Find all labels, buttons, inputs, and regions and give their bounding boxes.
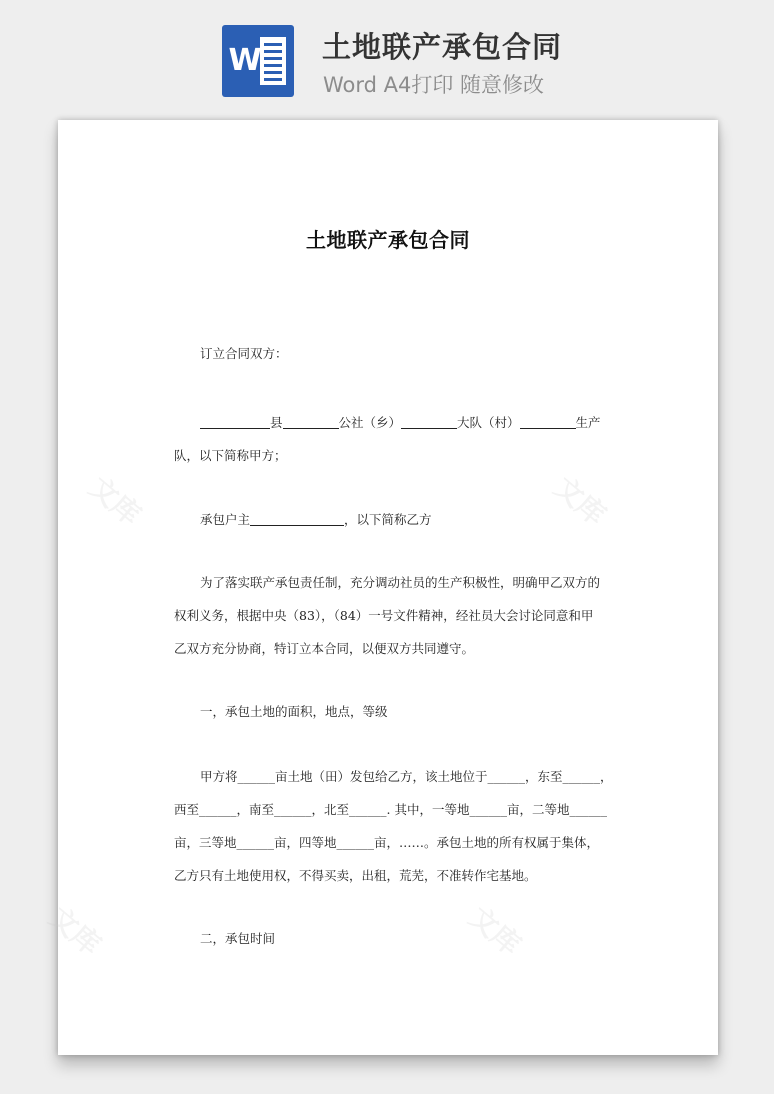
text-span: ，以下简称乙方 — [344, 512, 432, 527]
paragraph-purpose — [174, 566, 604, 665]
watermark: 文库 — [82, 470, 148, 532]
text-line: 二，承包时间 — [200, 931, 276, 946]
text-line: 亩，三等地______亩，四等地______亩，……。承包土地的所有权属于集体， — [174, 835, 600, 850]
text-span: 生产 — [575, 415, 601, 430]
banner-subtitle: Word A4打印 随意修改 — [323, 73, 545, 97]
blank-field[interactable] — [250, 511, 344, 526]
text-span: 承包户主 — [200, 512, 251, 527]
word-document-icon — [222, 25, 294, 97]
paragraph-party-a — [174, 406, 604, 472]
text-line: 甲方将______亩土地（田）发包给乙方，该土地位于______，东至______， — [200, 769, 613, 784]
text-line: 乙双方充分协商，特订立本合同，以便双方共同遵守。 — [174, 641, 475, 656]
watermark: 文库 — [547, 470, 613, 532]
text-span: 大队（村） — [457, 415, 520, 430]
paragraph-party-b — [174, 503, 604, 536]
text-line: 一，承包土地的面积，地点，等级 — [200, 704, 388, 719]
text-span: 县 — [270, 415, 283, 430]
banner-title: 土地联产承包合同 — [322, 30, 563, 64]
text-line: 为了落实联产承包责任制，充分调动社员的生产积极性，明确甲乙双方的 — [200, 575, 601, 590]
word-icon-letter: W — [228, 43, 262, 78]
header-banner — [0, 0, 774, 110]
word-icon-page — [260, 37, 286, 85]
text-line: 权利义务，根据中央（83），（84）一号文件精神，经社员大会讨论同意和甲 — [174, 608, 594, 623]
text-line: 队，以下简称甲方； — [174, 448, 287, 463]
text-line: 订立合同双方： — [200, 346, 288, 361]
watermark: 文库 — [462, 900, 528, 962]
blank-field[interactable] — [401, 414, 457, 429]
section-heading-2 — [174, 922, 604, 955]
paragraph-parties — [174, 337, 604, 370]
text-line — [174, 503, 604, 536]
document-page — [42, 120, 718, 1055]
blank-field[interactable] — [283, 414, 339, 429]
watermark: 文库 — [42, 900, 108, 962]
text-line: 乙方只有土地使用权，不得买卖，出租，荒芜，不准转作宅基地。 — [174, 868, 537, 883]
section-heading-1 — [174, 695, 604, 728]
text-line — [174, 406, 604, 439]
text-line: 西至______，南至______，北至______. 其中，一等地______亩，二等地______ — [174, 802, 607, 817]
blank-field[interactable] — [200, 414, 270, 429]
text-span: 公社（乡） — [338, 415, 402, 430]
document-title: 土地联产承包合同 — [306, 228, 470, 252]
blank-field[interactable] — [520, 414, 576, 429]
paragraph-land-details — [174, 760, 613, 892]
